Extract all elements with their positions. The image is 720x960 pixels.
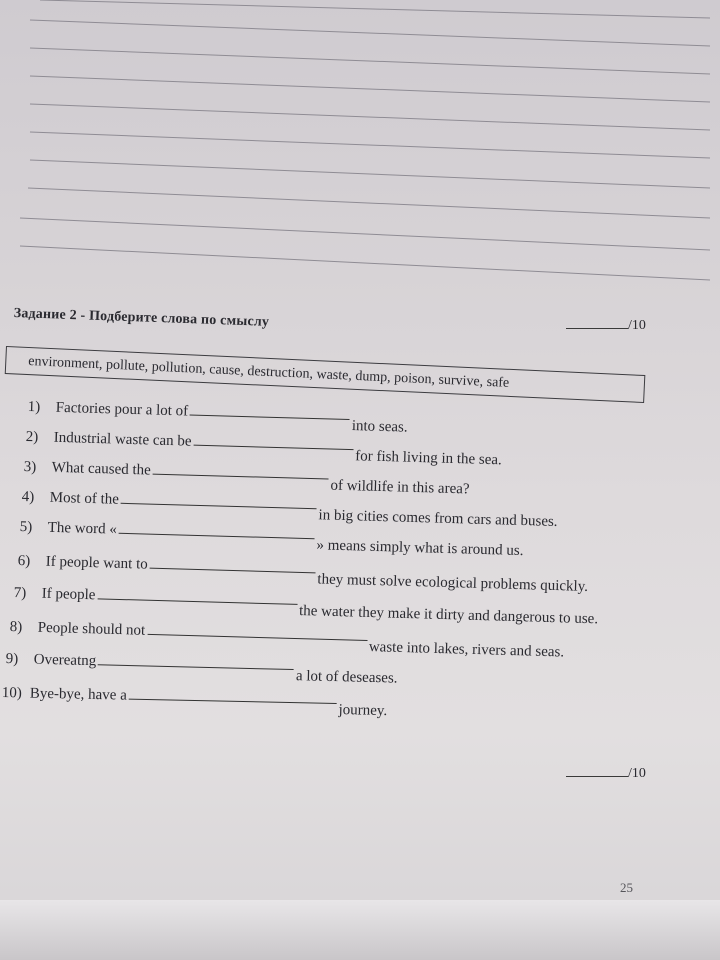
item-text-after: journey. <box>338 702 388 720</box>
item-text-before: The word « <box>47 519 118 538</box>
item-number: 3) <box>23 458 37 476</box>
item-text-after: the water they make it dirty and dangerous to use. <box>298 602 599 628</box>
item-text-before: Most of the <box>49 489 120 508</box>
item-text-after: for fish living in the sea. <box>354 448 503 469</box>
answer-blank[interactable] <box>97 586 297 605</box>
item-text-before: Overeatng <box>33 651 97 670</box>
answer-blank[interactable] <box>153 462 329 480</box>
item-text-after: a lot of deseases. <box>295 668 398 687</box>
task-title: Задание 2 - Подберите слова по смыслу <box>13 306 270 330</box>
item-text-before: If people want to <box>45 553 148 573</box>
word-bank-text: environment, pollute, pollution, cause, destruction, waste, dump, poison, survive, safe <box>27 354 510 391</box>
item-text-after: waste into lakes, rivers and seas. <box>368 639 565 661</box>
item-text-before: If people <box>41 585 96 604</box>
answer-blank[interactable] <box>147 622 367 641</box>
page-number: 25 <box>620 880 633 895</box>
score-blank[interactable] <box>566 766 628 777</box>
item-text-before: Industrial waste can be <box>53 429 192 450</box>
answer-blank[interactable] <box>98 652 294 670</box>
item-text-before: What caused the <box>51 459 152 479</box>
answer-blank[interactable] <box>190 403 350 420</box>
answer-blank[interactable] <box>129 687 337 704</box>
item-number: 5) <box>19 518 33 536</box>
item-number: 10) <box>1 684 22 702</box>
exercise-item <box>5 650 398 687</box>
item-number: 2) <box>25 428 39 446</box>
exercise-item <box>1 684 388 720</box>
item-number: 4) <box>21 488 35 506</box>
item-number: 6) <box>17 552 31 570</box>
item-number: 7) <box>13 584 27 602</box>
item-number: 9) <box>5 650 19 668</box>
answer-blank[interactable] <box>193 433 353 450</box>
score-max-label: /10 <box>628 766 646 781</box>
score-field-bottom[interactable] <box>566 766 646 782</box>
score-max-label: /10 <box>628 318 646 333</box>
item-text-before: Bye-bye, have a <box>29 685 127 704</box>
answer-blank[interactable] <box>119 521 315 539</box>
item-text-after: of wildlife in this area? <box>330 477 470 498</box>
item-text-after: in big cities comes from cars and buses. <box>318 507 558 530</box>
item-text-after: into seas. <box>351 418 408 436</box>
item-number: 1) <box>27 398 41 416</box>
item-text-after: they must solve ecological problems quickly. <box>317 571 589 595</box>
item-text-after: » means simply what is around us. <box>316 537 524 560</box>
exercise-item <box>27 398 408 436</box>
answer-blank[interactable] <box>121 491 317 509</box>
item-text-before: People should not <box>37 619 146 639</box>
item-number: 8) <box>9 618 23 636</box>
answer-blank[interactable] <box>150 556 316 574</box>
item-text-before: Factories pour a lot of <box>55 399 189 420</box>
